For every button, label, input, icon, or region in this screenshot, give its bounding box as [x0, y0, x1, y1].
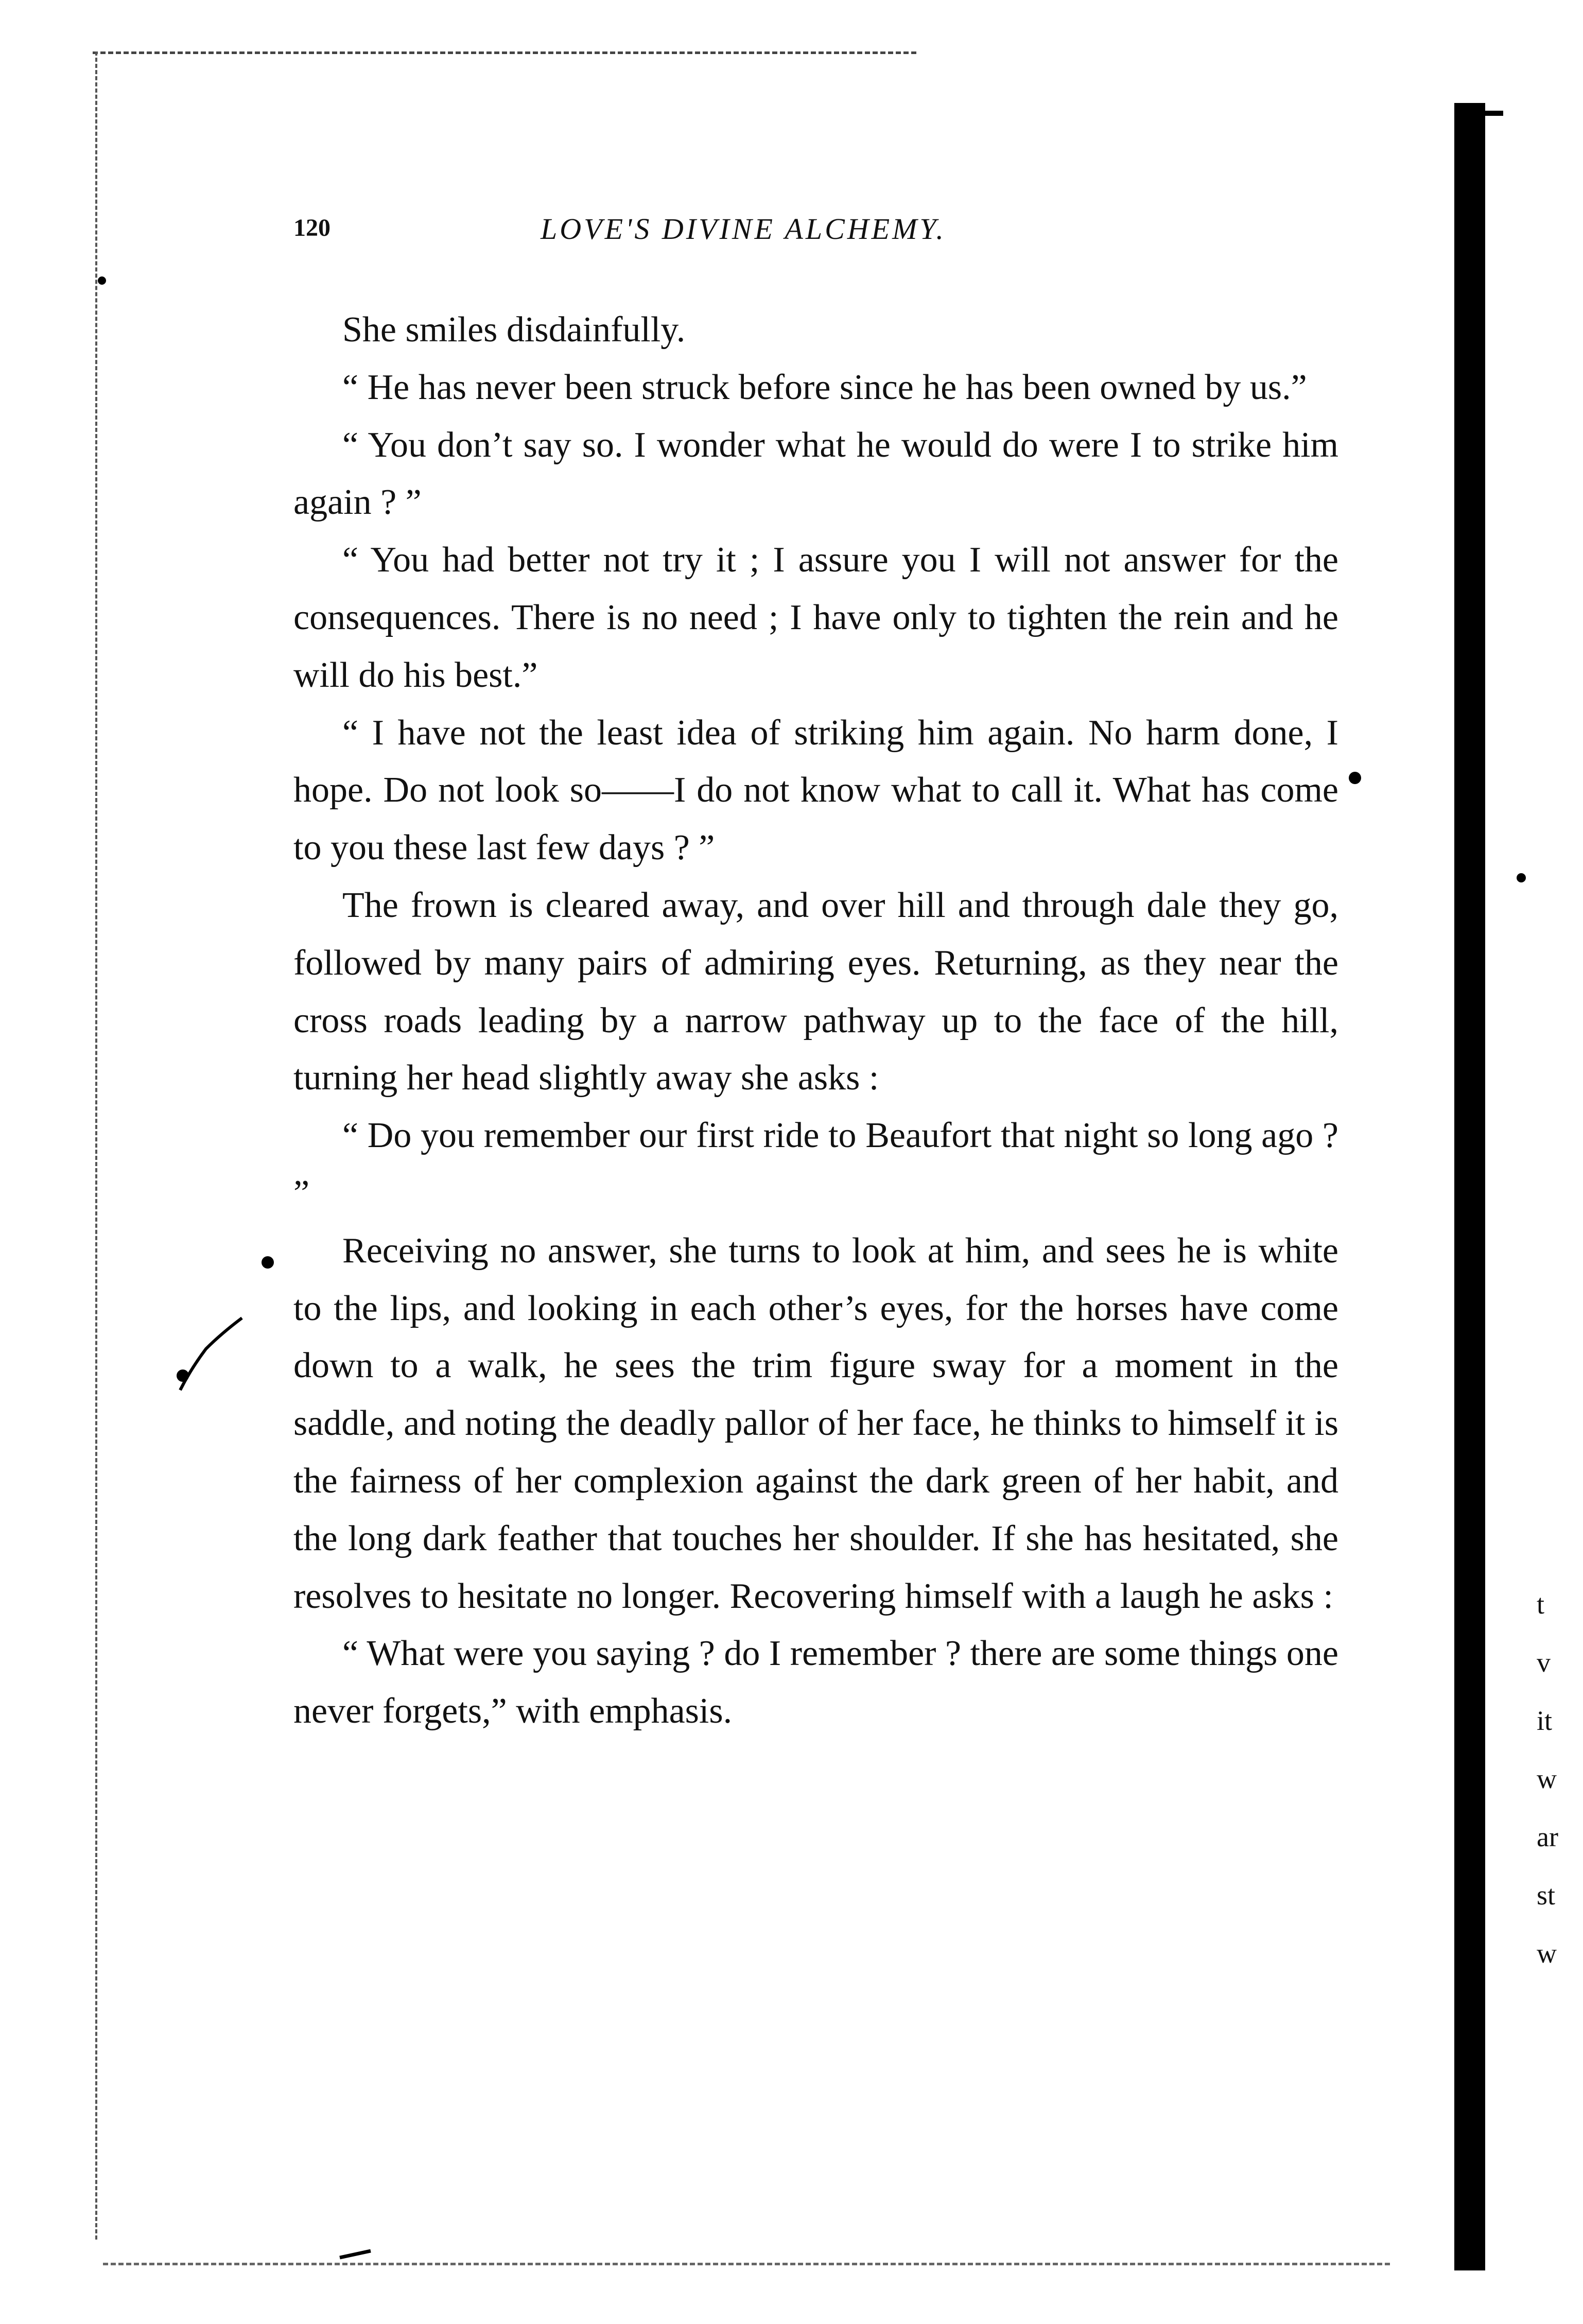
facing-page-fragment: w	[1537, 1938, 1557, 1969]
paragraph: She smiles disdainfully.	[342, 310, 686, 350]
ink-dot	[1349, 772, 1361, 784]
ink-dot	[262, 1256, 274, 1269]
ink-dot	[1517, 873, 1526, 882]
paragraph: “ He has never been struck before since he has been owned by us.”	[342, 367, 1307, 407]
paragraph: The frown is cleared away, and over hill and through dale they go, followed by many pairs of admiring eyes. Returning, as they near the cross roads leading by a narrow pathway up to the face of the hill, turning her head slightly away she asks :	[293, 885, 1338, 1098]
ink-dot	[177, 1369, 189, 1382]
facing-page-fragment: it	[1537, 1705, 1553, 1736]
facing-page-fragment: st	[1537, 1880, 1556, 1911]
paragraph: “ You had better not try it ; I assure you I will not answer for the consequences. There is no need ; I have only to tighten the rein and he will do his best.”	[293, 540, 1338, 695]
page-number: 120	[293, 214, 330, 241]
facing-page-fragment: v	[1537, 1647, 1551, 1678]
facing-page-fragment: ar	[1537, 1822, 1558, 1852]
ink-stroke	[340, 2251, 371, 2258]
paragraph: “ Do you remember our first ride to Beaufort that night so long ago ? ”	[293, 1116, 1338, 1213]
ink-dot	[98, 276, 106, 285]
paragraph: “ I have not the least idea of striking him again. No harm done, I hope. Do not look so——I do not know what to call it. What has come to you these last few days ? ”	[293, 713, 1338, 868]
running-head: LOVE'S DIVINE ALCHEMY.	[541, 212, 946, 246]
paragraph: “ You don’t say so. I wonder what he would do were I to strike him again ? ”	[293, 425, 1338, 523]
facing-page-fragment: w	[1537, 1763, 1557, 1794]
paragraph: “ What were you saying ? do I remember ? there are some things one never forgets,” with emphasis.	[293, 1634, 1338, 1731]
margin-scribble	[180, 1318, 242, 1390]
paragraph: Receiving no answer, she turns to look at him, and sees he is white to the lips, and looking in each other’s eyes, for the horses have come down to a walk, he sees the trim figure sway for a moment in the saddle, and noting the deadly pallor of her face, he thinks to himself it is the fairness of her complexion against the dark green of her habit, and the long dark feather that touches her shoulder. If she has hesitated, she resolves to hesitate no longer. Recovering himself with a laugh he asks :	[293, 1230, 1338, 1616]
facing-page-fragment: t	[1537, 1589, 1545, 1620]
